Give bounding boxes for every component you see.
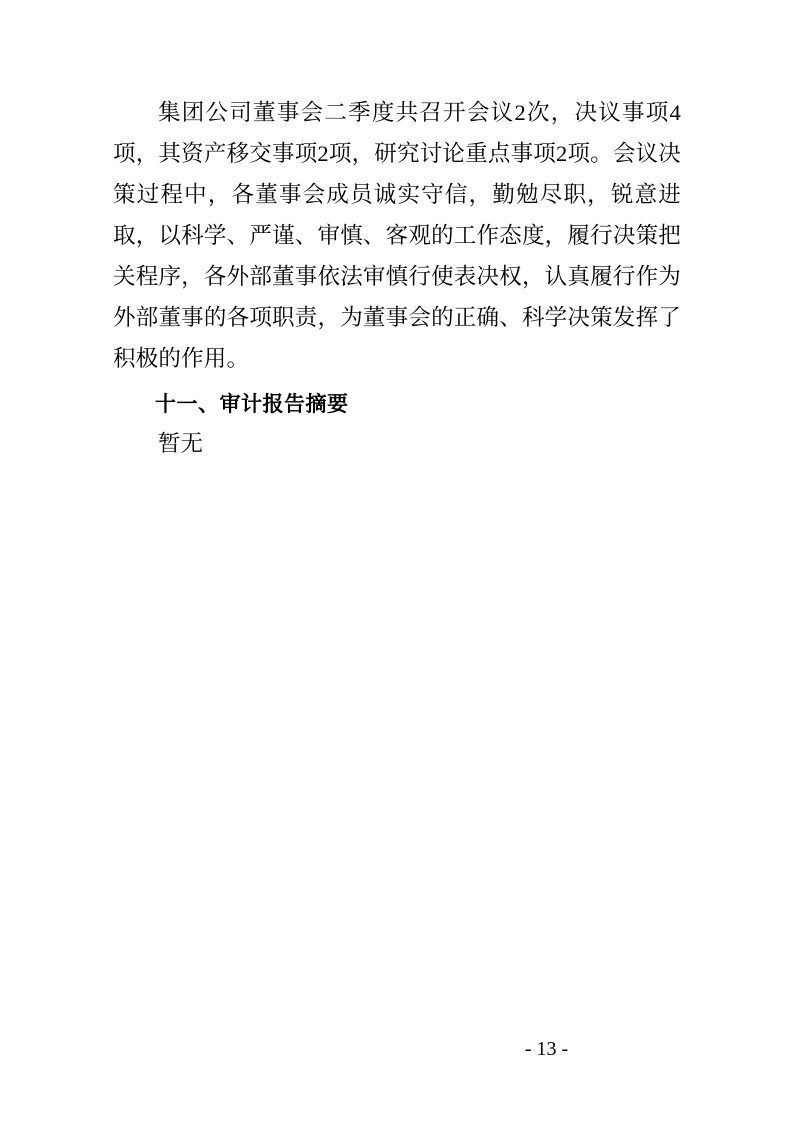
body-paragraph-2: 暂无 [158,431,204,456]
section-heading-audit-report-summary: 十一、审计报告摘要 [155,392,349,416]
document-content [113,92,681,463]
page-number-footer: - 13 - [524,1038,569,1060]
body-paragraph-1: 集团公司董事会二季度共召开会议2次，决议事项4项，其资产移交事项2项，研究讨论重点事项2项。会议决策过程中，各董事会成员诚实守信，勤勉尽职，锐意进取，以科学、严谨、审慎、客观的工作态度，履行决策把关程序，各外部董事依法审慎行使表决权，认真履行作为外部董事的各项职责，为董事会的正确、科学决策发挥了积极的作用。 [113,100,681,371]
